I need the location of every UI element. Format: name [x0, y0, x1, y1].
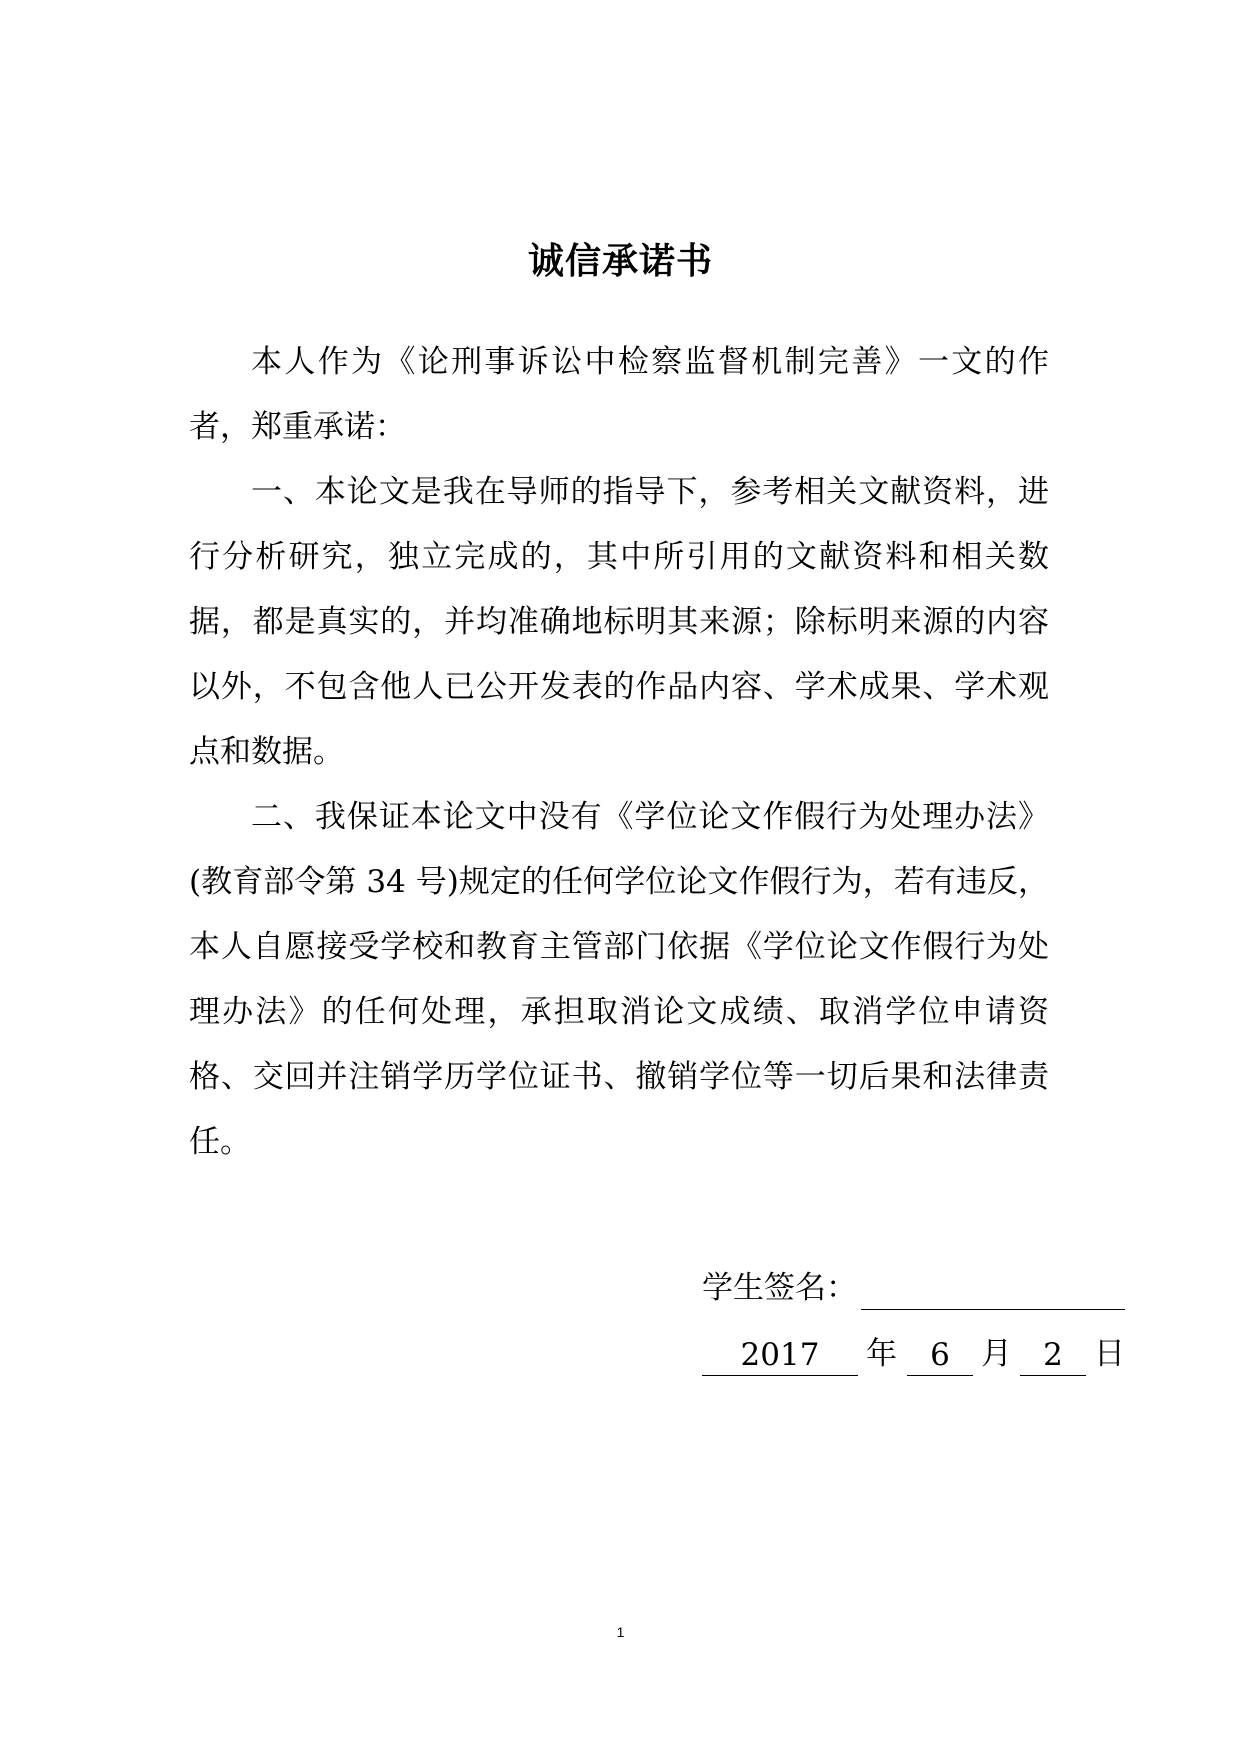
date-month-unit: 月: [981, 1336, 1012, 1372]
paragraph-promise-one: 一、本论文是我在导师的指导下，参考相关文献资料，进行分析研究，独立完成的，其中所引用的文献资料和相关数据，都是真实的，并均准确地标明其来源；除标明来源的内容以外，不包含他人已公开发表的作品内容、学术成果、学术观点和数据。: [189, 474, 1049, 770]
page-number: 1: [616, 1624, 625, 1640]
date-row: [702, 1332, 1125, 1376]
signature-label: 学生签名：: [702, 1270, 857, 1306]
date-year-unit: 年: [866, 1336, 897, 1372]
document-title: 诚信承诺书: [527, 240, 713, 282]
paragraph-intro: 本人作为《论刑事诉讼中检察监督机制完善》一文的作者，郑重承诺：: [189, 344, 1049, 445]
signature-row: [702, 1266, 1125, 1310]
document-body: [189, 330, 1049, 1175]
date-day-unit: 日: [1094, 1336, 1125, 1372]
date-day: 2: [1020, 1333, 1086, 1376]
signature-blank: [861, 1271, 1125, 1310]
paragraph-promise-two: 二、我保证本论文中没有《学位论文作假行为处理办法》(教育部令第 34 号)规定的任何学位论文作假行为，若有违反，本人自愿接受学校和教育主管部门依据《学位论文作假行为处理办法》的任何处理，承担取消论文成绩、取消学位申请资格、交回并注销学历学位证书、撤销学位等一切后果和法律责任。: [189, 799, 1049, 1160]
date-year: 2017: [702, 1333, 858, 1376]
date-month: 6: [907, 1333, 973, 1376]
